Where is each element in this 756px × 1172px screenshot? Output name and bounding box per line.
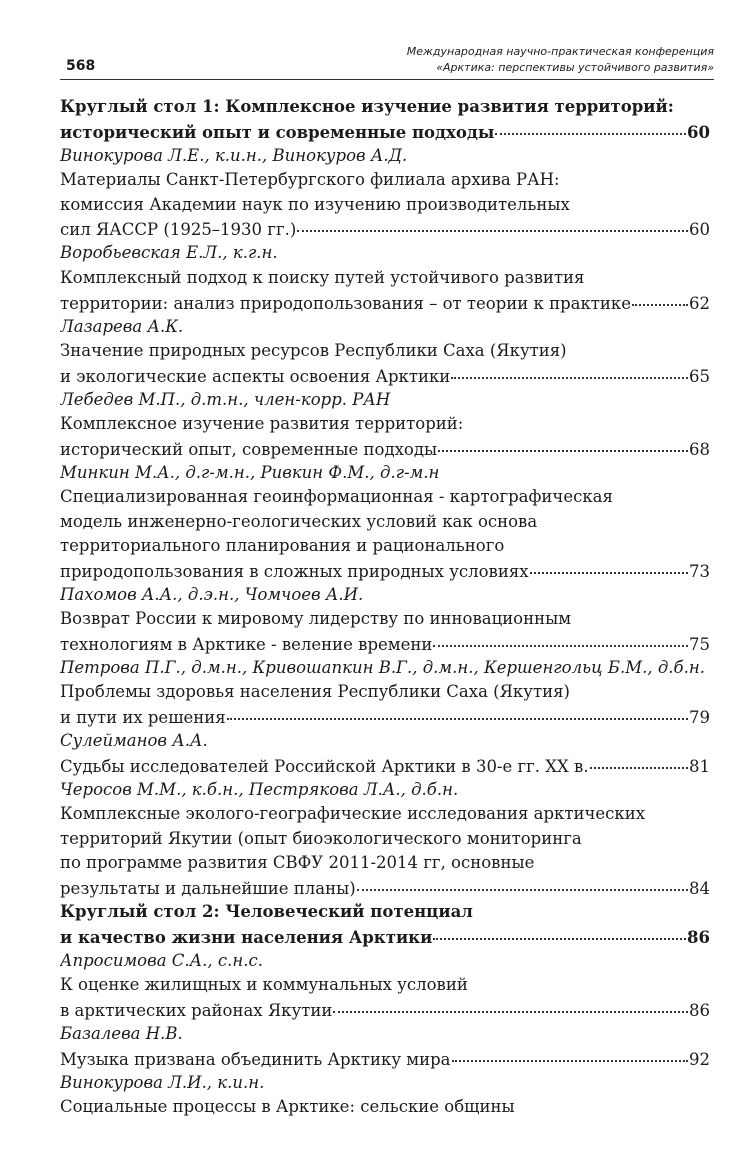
toc-line-with-page <box>60 924 710 948</box>
toc-page-number: 68 <box>689 439 710 459</box>
toc-page-number: 86 <box>687 927 710 947</box>
toc-entry-author <box>60 461 710 485</box>
toc-title: Значение природных ресурсов Республики Саха (Якутия) <box>60 340 567 360</box>
toc-page-number: 84 <box>689 879 710 898</box>
toc-entry-author <box>60 388 710 412</box>
toc-line-with-page <box>60 754 710 778</box>
running-head <box>407 44 714 76</box>
toc-line-with-page <box>60 290 710 314</box>
header-rule <box>60 79 714 80</box>
toc-page-number: 79 <box>689 708 710 728</box>
leader-dots <box>433 921 686 940</box>
toc-title: Музыка призвана объединить Арктику мира <box>60 1049 451 1069</box>
toc-section-title: исторический опыт и современные подходы <box>60 122 495 142</box>
toc-entry-title <box>60 1095 710 1119</box>
toc-author: Базалева Н.В. <box>60 1023 183 1043</box>
running-head-line-2: «Арктика: перспективы устойчивого развития» <box>436 61 714 74</box>
toc-author: Лазарева А.К. <box>60 316 184 336</box>
toc-author: Сулейманов А.А. <box>60 731 208 751</box>
toc-title: К оценке жилищных и коммунальных условий <box>60 975 468 995</box>
toc-entry-section <box>60 95 710 144</box>
toc-entry-author <box>60 315 710 339</box>
leader-dots <box>530 555 688 574</box>
toc-line-with-page <box>60 363 710 387</box>
toc-title: в арктических районах Якутии <box>60 1000 333 1020</box>
toc-entry-title <box>60 607 710 656</box>
toc-title: Судьбы исследователей Российской Арктики в 30-е гг. XX в. <box>60 757 589 777</box>
toc-page-number: 65 <box>689 366 710 386</box>
toc-section-title: и качество жизни населения Арктики <box>60 927 433 947</box>
leader-dots <box>433 629 688 648</box>
toc-author: Винокурова Л.Е., к.и.н., Винокуров А.Д. <box>60 145 408 165</box>
leader-dots <box>297 214 688 233</box>
toc-title: результаты и дальнейшие планы) <box>60 879 356 898</box>
toc-page-number: 86 <box>689 1000 710 1020</box>
toc-title: исторический опыт, современные подходы <box>60 439 438 459</box>
toc-page-number: 73 <box>689 561 710 581</box>
toc-title: территориального планирования и рационального <box>60 536 505 556</box>
toc-line-with-page <box>60 119 710 143</box>
toc-entry-title <box>60 680 710 729</box>
toc-section-title: Круглый стол 1: Комплексное изучение развития территорий: <box>60 97 674 116</box>
toc-title: технологиям в Арктике - веление времени <box>60 635 433 655</box>
toc-line-with-page <box>60 436 710 460</box>
toc-author: Лебедев М.П., д.т.н., член-корр. РАН <box>60 389 391 409</box>
toc-entry-author <box>60 583 710 607</box>
toc-title: Социальные процессы в Арктике: сельские общины <box>60 1097 515 1117</box>
toc-entry-title <box>60 485 710 583</box>
table-of-contents <box>60 95 710 1119</box>
toc-title: Комплексный подход к поиску путей устойчивого развития <box>60 267 585 287</box>
leader-dots <box>438 433 688 452</box>
toc-entry-title <box>60 266 710 315</box>
toc-page-number: 92 <box>689 1049 710 1069</box>
toc-author: Пахомов А.А., д.э.н., Чомчоев А.И. <box>60 584 364 604</box>
leader-dots <box>357 873 688 892</box>
toc-entry-section <box>60 900 710 949</box>
leader-dots <box>632 287 688 306</box>
toc-author: Петрова П.Г., д.м.н., Кривошапкин В.Г., д.м.н., Кершенгольц Б.М., д.б.н. <box>60 657 705 677</box>
toc-author: Апросимова С.А., с.н.с. <box>60 950 263 970</box>
toc-title: Комплексное изучение развития территорий: <box>60 414 464 434</box>
leader-dots <box>227 702 688 721</box>
toc-title: и экологические аспекты освоения Арктики <box>60 366 451 386</box>
toc-section-title: Круглый стол 2: Человеческий потенциал <box>60 901 473 921</box>
toc-entry-title <box>60 168 710 241</box>
toc-line-with-page <box>60 705 710 729</box>
toc-line-with-page <box>60 876 710 900</box>
leader-dots <box>451 360 688 379</box>
toc-entry-author <box>60 949 710 973</box>
toc-author: Минкин М.А., д.г-м.н., Ривкин Ф.М., д.г-м.н <box>60 462 440 482</box>
toc-title: Специализированная геоинформационная - картографическая <box>60 487 613 507</box>
toc-entry-author <box>60 1071 710 1095</box>
toc-author: Винокурова Л.И., к.и.н. <box>60 1072 265 1092</box>
toc-title: Материалы Санкт-Петербургского филиала архива РАН: <box>60 170 560 190</box>
toc-title: по программе развития СВФУ 2011-2014 гг, основные <box>60 853 535 873</box>
toc-entry-title <box>60 802 710 900</box>
toc-line-with-page <box>60 1046 710 1070</box>
toc-title: Комплексные эколого-географические исследования арктических <box>60 804 646 824</box>
toc-line-with-page <box>60 632 710 656</box>
toc-title: и пути их решения <box>60 708 226 728</box>
toc-line-with-page <box>60 217 710 241</box>
toc-title: модель инженерно-геологических условий как основа <box>60 511 538 531</box>
toc-title: территории: анализ природопользования – от теории к практике <box>60 293 631 313</box>
leader-dots <box>452 1043 688 1062</box>
toc-entry-title <box>60 412 710 461</box>
toc-entry-author <box>60 241 710 265</box>
toc-title: сил ЯАССР (1925–1930 гг.) <box>60 220 297 240</box>
toc-entry-title <box>60 339 710 388</box>
toc-entry-author <box>60 656 710 680</box>
toc-entry-author <box>60 778 710 802</box>
toc-line-with-page <box>60 558 710 582</box>
toc-title: Возврат России к мировому лидерству по инновационным <box>60 609 572 629</box>
toc-page-number: 81 <box>689 757 710 777</box>
toc-title: территорий Якутии (опыт биоэкологического мониторинга <box>60 828 582 848</box>
toc-author: Черосов М.М., к.б.н., Пестрякова Л.А., д.б.н. <box>60 779 459 799</box>
toc-page-number: 62 <box>689 293 710 313</box>
toc-title: природопользования в сложных природных условиях <box>60 561 529 581</box>
running-head-line-1: Международная научно-практическая конференция <box>406 45 714 58</box>
toc-author: Воробьевская Е.Л., к.г.н. <box>60 243 278 263</box>
toc-title: комиссия Академии наук по изучению производительных <box>60 194 570 214</box>
toc-entry-title <box>60 973 710 1022</box>
toc-page-number: 60 <box>687 122 710 142</box>
leader-dots <box>333 994 688 1013</box>
toc-entry-title <box>60 754 710 778</box>
toc-page-number: 60 <box>689 220 710 240</box>
toc-title: Проблемы здоровья населения Республики Саха (Якутия) <box>60 682 570 702</box>
toc-entry-title <box>60 1046 710 1070</box>
toc-line-with-page <box>60 997 710 1021</box>
page-number: 568 <box>66 58 96 74</box>
toc-page-number: 75 <box>689 635 710 655</box>
leader-dots <box>590 751 688 770</box>
leader-dots <box>495 116 686 135</box>
toc-entry-author <box>60 144 710 168</box>
